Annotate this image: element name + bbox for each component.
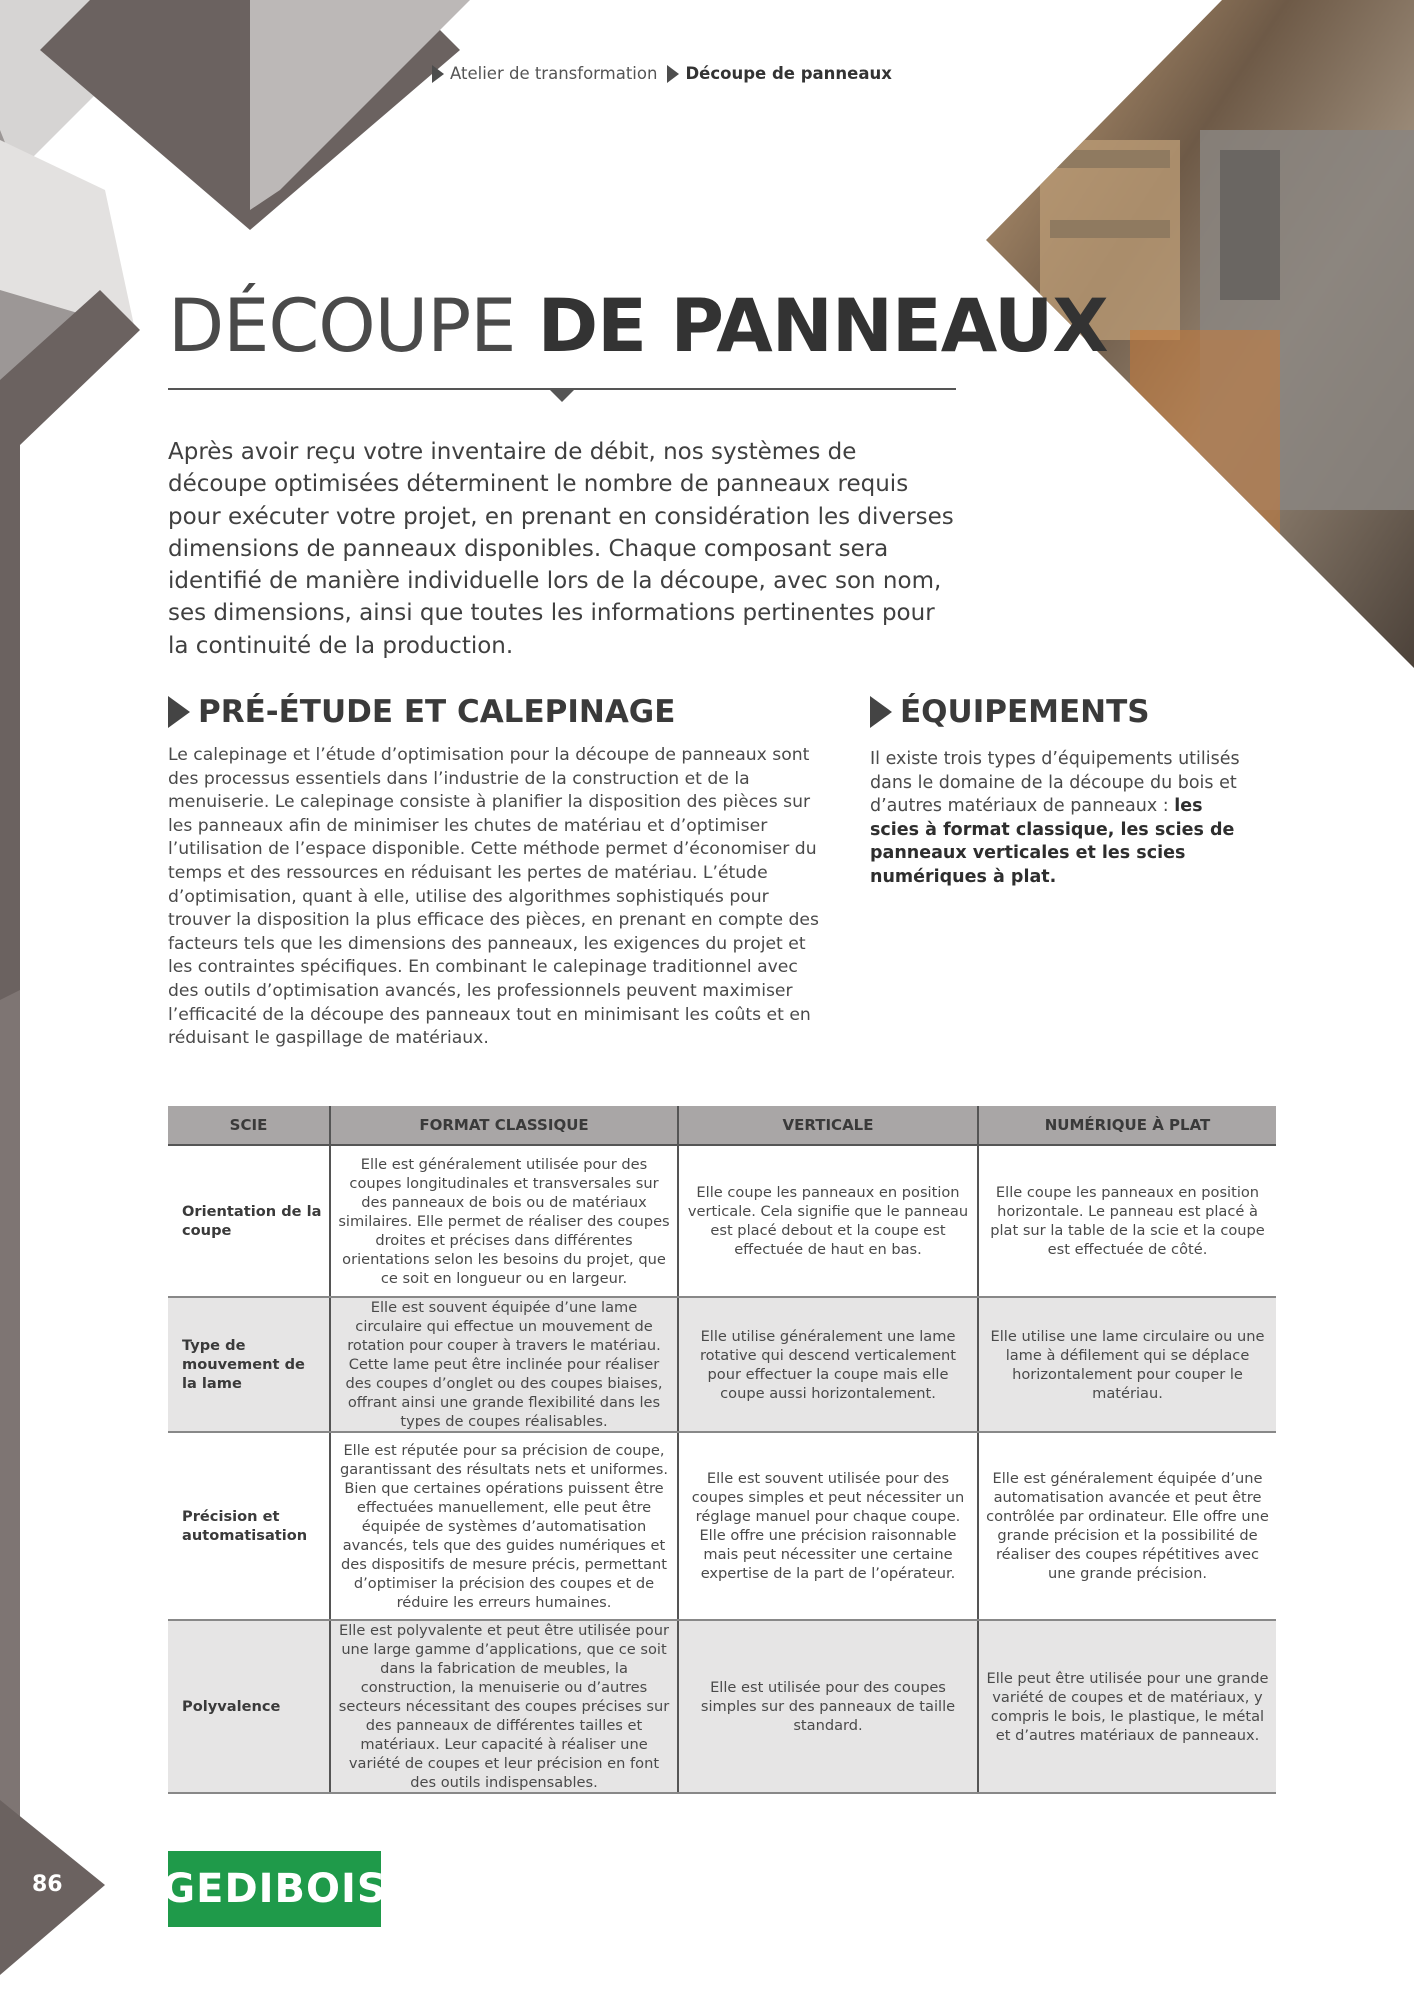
table-cell: Elle coupe les panneaux en position verticale. Cela signifie que le panneau est placé debout et la coupe est effectuée de haut en bas.: [678, 1145, 978, 1297]
row-label: Orientation de la coupe: [168, 1145, 330, 1297]
table-row: [168, 1620, 1276, 1793]
page-title: [168, 282, 1108, 372]
table-header-cell: NUMÉRIQUE À PLAT: [978, 1106, 1276, 1145]
row-label: Type de mouvement de la lame: [168, 1297, 330, 1432]
table-row: [168, 1297, 1276, 1432]
page-number: 86: [32, 1872, 63, 1897]
equipements-text-plain: Il existe trois types d’équipements utilisés dans le domaine de la découpe du bois et d’autres matériaux de panneaux :: [870, 749, 1240, 817]
chevron-right-icon: [432, 65, 444, 83]
section-text-equipements: [870, 748, 1250, 890]
chevron-right-icon: [870, 696, 892, 728]
page-title-light: DÉCOUPE: [168, 284, 516, 369]
table-cell: Elle est réputée pour sa précision de coupe, garantissant des résultats nets et uniformes. Bien que certaines opérations puissent être effectuées manuellement, elle peut être équipée de systèmes d’automatisation avancés, tels que des guides numériques et des dispositifs de mesure précis, permettant d’optimiser la précision des coupes et de réduire les erreurs humaines.: [330, 1432, 678, 1620]
row-label: Polyvalence: [168, 1620, 330, 1793]
table-header-row: [168, 1106, 1276, 1145]
table-cell: Elle est généralement équipée d’une automatisation avancée et peut être contrôlée par ordinateur. Elle offre une grande précision et la possibilité de réaliser des coupes répétitives avec une grande précision.: [978, 1432, 1276, 1620]
chevron-right-icon: [667, 65, 679, 83]
table-cell: Elle est généralement utilisée pour des coupes longitudinales et transversales sur des panneaux de bois ou de matériaux similaires. Elle permet de réaliser des coupes droites et précises dans différentes orientations selon les besoins du projet, que ce soit en longueur ou en largeur.: [330, 1145, 678, 1297]
intro-paragraph: Après avoir reçu votre inventaire de débit, nos systèmes de découpe optimisées déterminent le nombre de panneaux requis pour exécuter votre projet, en prenant en considération les diverses dimensions de panneaux disponibles. Chaque composant sera identifié de manière individuelle lors de la découpe, avec son nom, ses dimensions, ainsi que toutes les informations pertinentes pour la continuité de la production.: [168, 439, 954, 659]
table-row: [168, 1145, 1276, 1297]
row-label: Précision et automatisation: [168, 1432, 330, 1620]
deco-left-band: [0, 290, 140, 1955]
equipements-text-bold: les scies à format classique, les scies de panneaux verticales et les scies numériques à plat.: [870, 796, 1235, 887]
table-cell: Elle coupe les panneaux en position horizontale. Le panneau est placé à plat sur la table de la scie et la coupe est effectuée de côté.: [978, 1145, 1276, 1297]
section-heading-text: ÉQUIPEMENTS: [900, 694, 1150, 730]
table-header-cell: SCIE: [168, 1106, 330, 1145]
table-cell: Elle utilise généralement une lame rotative qui descend verticalement pour effectuer la coupe mais elle coupe aussi horizontalement.: [678, 1297, 978, 1432]
deco-left-band-light: [0, 990, 20, 1840]
section-heading-text: PRÉ-ÉTUDE ET CALEPINAGE: [198, 694, 676, 730]
breadcrumb-current: Découpe de panneaux: [685, 64, 892, 83]
comparison-table: [168, 1106, 1276, 1794]
table-header-cell: FORMAT CLASSIQUE: [330, 1106, 678, 1145]
page-title-bold: DE PANNEAUX: [537, 284, 1108, 369]
table-cell: Elle peut être utilisée pour une grande variété de coupes et de matériaux, y compris le bois, le plastique, le métal et d’autres matériaux de panneaux.: [978, 1620, 1276, 1793]
table-header-cell: VERTICALE: [678, 1106, 978, 1145]
section-heading-preetude: [168, 694, 675, 730]
breadcrumb: [432, 64, 892, 83]
table-row: [168, 1432, 1276, 1620]
deco-shape-gray-right: [250, 0, 470, 210]
chevron-right-icon: [168, 696, 190, 728]
table-cell: Elle est utilisée pour des coupes simples sur des panneaux de taille standard.: [678, 1620, 978, 1793]
breadcrumb-parent[interactable]: Atelier de transformation: [450, 64, 658, 83]
triangle-down-icon: [550, 390, 574, 402]
table-cell: Elle utilise une lame circulaire ou une lame à défilement qui se déplace horizontalement pour couper le matériau.: [978, 1297, 1276, 1432]
section-heading-equipements: [870, 694, 1150, 730]
brand-logo[interactable]: GEDIBOIS: [168, 1851, 381, 1927]
section-text-preetude: Le calepinage et l’étude d’optimisation pour la découpe de panneaux sont des processus essentiels dans l’industrie de la construction et de la menuiserie. Le calepinage consiste à planifier la disposition des pièces sur les panneaux afin de minimiser les chutes de matériau et d’optimiser l’utilisation de l’espace disponible. Cette méthode permet d’économiser du temps et des ressources en réduisant les pertes de matériau. L’étude d’optimisation, quant à elle, utilise des algorithmes sophistiqués pour trouver la disposition la plus efficace des pièces, en prenant en compte des facteurs tels que les dimensions des panneaux, les exigences du projet et les contraintes spécifiques. En combinant le calepinage traditionnel avec des outils d’optimisation avancés, les professionnels peuvent maximiser l’efficacité de la découpe des panneaux tout en minimisant les coûts et en réduisant le gaspillage de matériaux.: [168, 745, 819, 1049]
table-cell: Elle est souvent utilisée pour des coupes simples et peut nécessiter un réglage manuel pour chaque coupe. Elle offre une précision raisonnable mais peut nécessiter une certaine expertise de la part de l’opérateur.: [678, 1432, 978, 1620]
table-cell: Elle est souvent équipée d’une lame circulaire qui effectue un mouvement de rotation pour couper à travers le matériau. Cette lame peut être inclinée pour réaliser des coupes d’onglet ou des coupes biaises, offrant ainsi une grande flexibilité dans les types de coupes réalisables.: [330, 1297, 678, 1432]
table-cell: Elle est polyvalente et peut être utilisée pour une large gamme d’applications, que ce soit dans la fabrication de meubles, la construction, la menuiserie ou d’autres secteurs nécessitant des coupes précises sur des panneaux de différentes tailles et matériaux. Leur capacité à réaliser une variété de coupes et leur précision en font des outils indispensables.: [330, 1620, 678, 1793]
